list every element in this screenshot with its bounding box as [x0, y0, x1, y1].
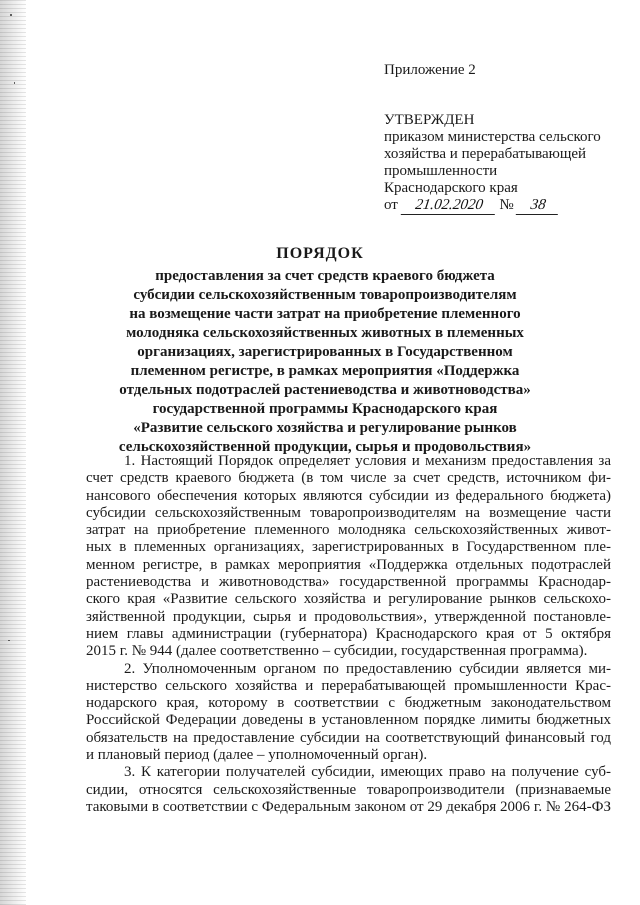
handwritten-number: 38 [516, 197, 561, 215]
body-line: нистерство сельского хозяйства и перерабатывающей промышленности Крас- [86, 677, 611, 694]
scan-dot [14, 82, 15, 84]
body-line: 2015 г. № 944 (далее соответственно – субсидии, государственная программа). [86, 643, 588, 660]
scan-dot [10, 14, 12, 16]
body-line: нансового обеспечения которых являются субсидии из федерального бюджета) [86, 487, 611, 504]
approval-line: хозяйства и перерабатывающей [384, 146, 587, 162]
body-line: Российской Федерации доведены в установленном порядке лимиты бюджетных [86, 712, 611, 729]
subtitle-line: молодняка сельскохозяйственных животных в племенных [126, 325, 524, 341]
approval-heading: УТВЕРЖДЕН [384, 112, 475, 128]
subtitle-line: субсидии сельскохозяйственным товаропроизводителям [133, 287, 517, 303]
document-subtitle [80, 267, 570, 457]
body-line: обязательств на предоставление субсидии на соответствующий финансовый год [86, 729, 611, 746]
document-title: ПОРЯДОК [276, 245, 364, 262]
subtitle-line: государственной программы Краснодарского края [152, 401, 498, 417]
subtitle-line: сельскохозяйственной продукции, сырья и продовольствия» [118, 439, 532, 455]
body-line: и плановый период (далее – уполномоченный орган). [86, 747, 428, 764]
body-line: 3. К категории получателей субсидии, имеющих право на получение суб- [124, 764, 611, 781]
body-line: субсидии сельскохозяйственным товаропроизводителям на возмещение части [86, 504, 611, 521]
handwritten-date: 21.02.2020 [400, 197, 497, 215]
approval-line: приказом министерства сельского [384, 129, 601, 145]
body-line: счет средств краевого бюджета (в том числе за счет средств, источником фи- [86, 470, 611, 487]
subtitle-line: организациях, зарегистрированных в Государственном [137, 344, 513, 360]
body-line: ского края «Развитие сельского хозяйства и регулирование рынков сельскохо- [86, 591, 611, 608]
scan-edge-artifact [0, 0, 26, 905]
number-prefix: № [499, 197, 514, 213]
body-line: 2. Уполномоченным органом по предоставлению субсидии является ми- [124, 660, 611, 677]
approval-line: Краснодарского края [384, 180, 518, 196]
body-line: 1. Настоящий Порядок определяет условия и механизм предоставления за [124, 453, 611, 469]
subtitle-line: племенном регистре, в рамках мероприятия «Поддержка [130, 363, 520, 379]
body-line: нием главы администрации (губернатора) Краснодарского края от 5 октября [86, 625, 611, 642]
subtitle-line: на возмещение части затрат на приобретение племенного [129, 306, 521, 322]
body-line: зяйственной продукции, сырья и продовольствия», утвержденной постановле- [86, 608, 611, 625]
appendix-label: Приложение 2 [384, 62, 476, 78]
subtitle-line: предоставления за счет средств краевого бюджета [155, 268, 495, 284]
body-line: ных в племенных организациях, зарегистрированных в Государственном пле- [86, 539, 611, 556]
approval-line: промышленности [384, 163, 498, 179]
subtitle-line: «Развитие сельского хозяйства и регулирование рынков [133, 420, 517, 436]
date-prefix: от [384, 197, 398, 213]
body-line: таковыми в соответствии с Федеральным законом от 29 декабря 2006 г. № 264-ФЗ [86, 798, 611, 815]
body-line: затрат на приобретение племенного молодняка сельскохозяйственных живот- [86, 522, 611, 539]
approval-block [384, 112, 624, 215]
approval-date-line [384, 197, 624, 215]
body-line: растениеводства и животноводства» государственной программы Краснодар- [86, 574, 611, 591]
scan-dot [8, 640, 10, 641]
document-body [86, 453, 611, 816]
body-line: менном регистре, в рамках мероприятия «Поддержка отдельных подотраслей [86, 556, 611, 573]
subtitle-line: отдельных подотраслей растениеводства и животноводства» [119, 382, 531, 398]
body-line: сидии, относятся сельскохозяйственные товаропроизводители (признаваемые [86, 781, 611, 798]
body-line: нодарского края, которому в соответствии с бюджетным законодательством [86, 695, 611, 712]
